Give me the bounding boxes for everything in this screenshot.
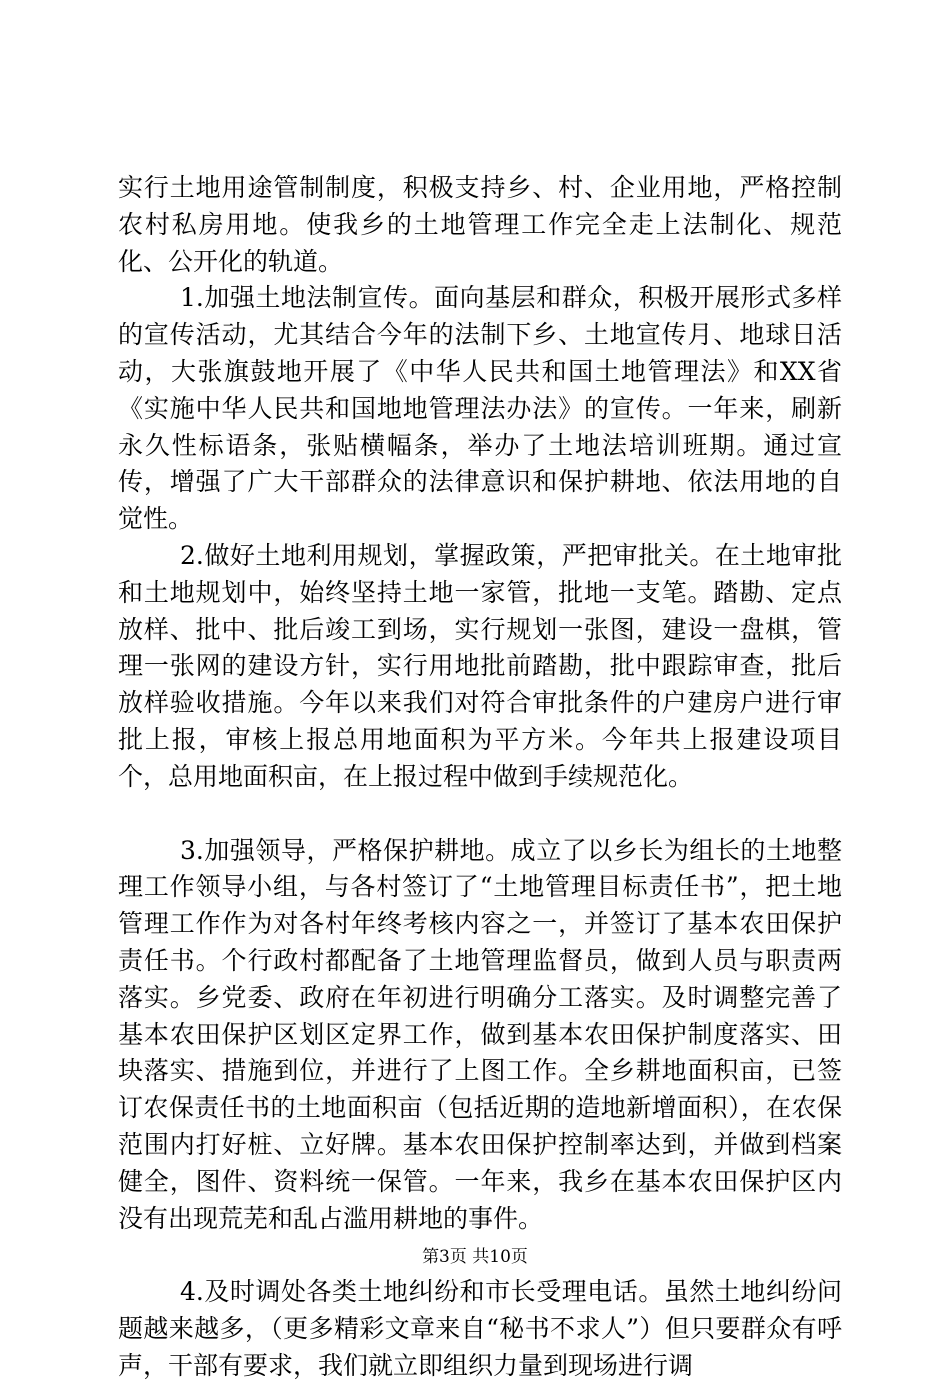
paragraph-item-2: 2.做好土地利用规划，掌握政策，严把审批关。在土地审批和土地规划中，始终坚持土地一家管，批地一支笔。踏勘、定点放样、批中、批后竣工到场，实行规划一张图，建设一盘棋，管理一张网的建设方针，实行用地批前踏勘，批中跟踪审查，批后放样验收措施。今年以来我们对符合审批条件的户建房户进行审批上报，审核上报总用地面积为平方米。今年共上报建设项目个，总用地面积亩，在上报过程中做到手续规范化。 bbox=[118, 540, 842, 791]
paragraph-item-3: 3.加强领导，严格保护耕地。成立了以乡长为组长的土地整理工作领导小组，与各村签订了“土地管理目标责任书”，把土地管理工作作为对各村年终考核内容之一，并签订了基本农田保护责任书。个行政村都配备了土地管理监督员，做到人员与职责两落实。乡党委、政府在年初进行明确分工落实。及时调整完善了基本农田保护区划区定界工作，做到基本农田保护制度落实、田块落实、措施到位，并进行了上图工作。全乡耕地面积亩，已签订农保责任书的土地面积亩（包括近期的造地新增面积），在农保范围内打好桩、立好牌。基本农田保护控制率达到，并做到档案健全，图件、资料统一保管。一年来，我乡在基本农田保护区内没有出现荒芜和乱占滥用耕地的事件。 bbox=[118, 835, 842, 1233]
paragraph-continuation: 实行土地用途管制制度，积极支持乡、村、企业用地，严格控制农村私房用地。使我乡的土地管理工作完全走上法制化、规范化、公开化的轨道。 bbox=[118, 173, 842, 276]
page-number-footer: 第3页 共10页 bbox=[422, 1247, 528, 1267]
paragraph-item-1: 1.加强土地法制宣传。面向基层和群众，积极开展形式多样的宣传活动，尤其结合今年的法制下乡、土地宣传月、地球日活动，大张旗鼓地开展了《中华人民共和国土地管理法》和XX省《实施中华人民共和国地地管理法办法》的宣传。一年来，刷新永久性标语条，张贴横幅条，举办了土地法培训班期。通过宣传，增强了广大干部群众的法律意识和保护耕地、依法用地的自觉性。 bbox=[118, 283, 842, 534]
document-body bbox=[118, 170, 842, 1385]
paragraph-item-4: 4.及时调处各类土地纠纷和市长受理电话。虽然土地纠纷问题越来越多，（更多精彩文章来自“秘书不求人”）但只要群众有呼声，干部有要求，我们就立即组织力量到现场进行调 bbox=[118, 1277, 842, 1380]
